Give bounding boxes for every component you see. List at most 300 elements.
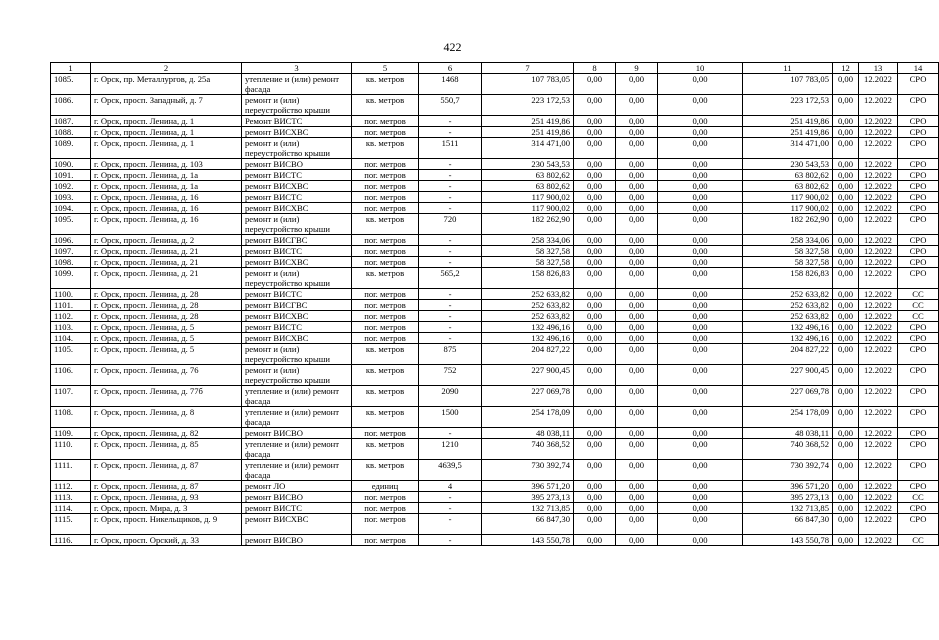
table-cell: 0,00 bbox=[833, 289, 859, 300]
table-cell: 48 038,11 bbox=[482, 428, 574, 439]
table-cell: г. Орск, просп. Ленина, д. 21 bbox=[91, 257, 242, 268]
table-cell: 12.2022 bbox=[859, 428, 898, 439]
table-cell: 12.2022 bbox=[859, 333, 898, 344]
table-cell: 63 802,62 bbox=[482, 170, 574, 181]
table-cell: ремонт ВИСХВС bbox=[242, 333, 352, 344]
table-cell: г. Орск, просп. Ленина, д. 28 bbox=[91, 300, 242, 311]
table-cell: 0,00 bbox=[833, 95, 859, 116]
table-cell: 0,00 bbox=[833, 214, 859, 235]
table-cell: 0,00 bbox=[658, 289, 743, 300]
table-cell: - bbox=[419, 322, 482, 333]
table-cell: 1099. bbox=[51, 268, 91, 289]
table-row bbox=[51, 407, 939, 428]
table-cell: 0,00 bbox=[833, 235, 859, 246]
table-cell: 395 273,13 bbox=[482, 492, 574, 503]
table-cell: 252 633,82 bbox=[743, 289, 833, 300]
table-cell: 0,00 bbox=[833, 535, 859, 546]
table-cell: ремонт ВИСГВС bbox=[242, 300, 352, 311]
table-cell: 0,00 bbox=[658, 481, 743, 492]
table-cell: СРО bbox=[898, 268, 939, 289]
table-cell: 1116. bbox=[51, 535, 91, 546]
table-cell: кв. метров bbox=[352, 344, 419, 365]
table-cell: 0,00 bbox=[833, 481, 859, 492]
table-cell: 1107. bbox=[51, 386, 91, 407]
table-cell: 12.2022 bbox=[859, 246, 898, 257]
table-cell: 1091. bbox=[51, 170, 91, 181]
table-row bbox=[51, 386, 939, 407]
table-cell: 0,00 bbox=[833, 181, 859, 192]
table-cell: 1108. bbox=[51, 407, 91, 428]
table-cell: 0,00 bbox=[574, 503, 616, 514]
table-cell: пог. метров bbox=[352, 322, 419, 333]
table-cell: - bbox=[419, 159, 482, 170]
table-cell: СРО bbox=[898, 257, 939, 268]
table-cell: пог. метров bbox=[352, 170, 419, 181]
table-cell: г. Орск, просп. Ленина, д. 8 bbox=[91, 407, 242, 428]
table-cell: утепление и (или) ремонт фасада bbox=[242, 407, 352, 428]
table-cell: 251 419,86 bbox=[482, 127, 574, 138]
table-row bbox=[51, 192, 939, 203]
table-cell: кв. метров bbox=[352, 138, 419, 159]
table-cell: 0,00 bbox=[616, 257, 658, 268]
table-cell: 0,00 bbox=[833, 386, 859, 407]
table-cell: 4 bbox=[419, 481, 482, 492]
table-cell: г. Орск, просп. Ленина, д. 82 bbox=[91, 428, 242, 439]
table-cell: 0,00 bbox=[616, 311, 658, 322]
table-cell: 0,00 bbox=[616, 203, 658, 214]
table-cell: 730 392,74 bbox=[743, 460, 833, 481]
column-number-5: 5 bbox=[352, 63, 419, 74]
table-cell: - bbox=[419, 289, 482, 300]
table-cell: пог. метров bbox=[352, 181, 419, 192]
table-cell: 63 802,62 bbox=[743, 170, 833, 181]
table-cell: 0,00 bbox=[833, 439, 859, 460]
column-number-10: 10 bbox=[658, 63, 743, 74]
table-cell: 0,00 bbox=[658, 159, 743, 170]
table-cell: - bbox=[419, 333, 482, 344]
table-cell: СРО bbox=[898, 203, 939, 214]
table-cell: 63 802,62 bbox=[743, 181, 833, 192]
table-cell: 0,00 bbox=[574, 170, 616, 181]
table-cell: 0,00 bbox=[833, 257, 859, 268]
table-cell: пог. метров bbox=[352, 514, 419, 535]
table-cell: - bbox=[419, 246, 482, 257]
table-cell: СРО bbox=[898, 95, 939, 116]
table-cell: 0,00 bbox=[833, 192, 859, 203]
table-cell: ремонт ВИСТС bbox=[242, 503, 352, 514]
table-cell: утепление и (или) ремонт фасада bbox=[242, 74, 352, 95]
table-cell: ремонт и (или) переустройство крыши bbox=[242, 365, 352, 386]
table-row bbox=[51, 214, 939, 235]
table-cell: пог. метров bbox=[352, 492, 419, 503]
table-cell: 0,00 bbox=[616, 386, 658, 407]
table-cell: 0,00 bbox=[616, 159, 658, 170]
table-cell: 0,00 bbox=[833, 138, 859, 159]
table-cell: 1210 bbox=[419, 439, 482, 460]
table-cell: ремонт и (или) переустройство крыши bbox=[242, 95, 352, 116]
table-cell: 1110. bbox=[51, 439, 91, 460]
table-cell: 0,00 bbox=[616, 192, 658, 203]
table-cell: 0,00 bbox=[658, 439, 743, 460]
table-cell: СРО bbox=[898, 235, 939, 246]
table-cell: 0,00 bbox=[616, 116, 658, 127]
table-cell: 0,00 bbox=[616, 300, 658, 311]
table-cell: 0,00 bbox=[833, 170, 859, 181]
table-cell: г. Орск, просп. Ленина, д. 5 bbox=[91, 322, 242, 333]
table-cell: 0,00 bbox=[833, 268, 859, 289]
table-cell: 12.2022 bbox=[859, 289, 898, 300]
table-cell: 0,00 bbox=[658, 268, 743, 289]
table-cell: 0,00 bbox=[574, 365, 616, 386]
table-cell: 0,00 bbox=[574, 344, 616, 365]
table-cell: г. Орск, просп. Ленина, д. 103 bbox=[91, 159, 242, 170]
table-cell: 0,00 bbox=[833, 344, 859, 365]
table-row bbox=[51, 322, 939, 333]
table-cell: 314 471,00 bbox=[743, 138, 833, 159]
table-cell: 0,00 bbox=[616, 95, 658, 116]
table-cell: СРО bbox=[898, 333, 939, 344]
table-cell: 740 368,52 bbox=[743, 439, 833, 460]
table-cell: 0,00 bbox=[574, 460, 616, 481]
table-cell: г. Орск, просп. Ленина, д. 2 bbox=[91, 235, 242, 246]
table-cell: 0,00 bbox=[658, 95, 743, 116]
table-cell: 0,00 bbox=[833, 333, 859, 344]
table-cell: ремонт ВИСТС bbox=[242, 322, 352, 333]
table-row bbox=[51, 138, 939, 159]
column-number-2: 2 bbox=[91, 63, 242, 74]
table-cell: 0,00 bbox=[574, 492, 616, 503]
table-cell: 63 802,62 bbox=[482, 181, 574, 192]
table-row bbox=[51, 300, 939, 311]
column-number-7: 7 bbox=[482, 63, 574, 74]
table-cell: г. Орск, просп. Ленина, д. 1 bbox=[91, 138, 242, 159]
table-cell: 158 826,83 bbox=[743, 268, 833, 289]
table-cell: 0,00 bbox=[574, 481, 616, 492]
table-cell: 12.2022 bbox=[859, 386, 898, 407]
table-cell: 0,00 bbox=[616, 333, 658, 344]
table-cell: г. Орск, просп. Ленина, д. 1 bbox=[91, 127, 242, 138]
table-cell: 58 327,58 bbox=[482, 246, 574, 257]
table-cell: г. Орск, просп. Ленина, д. 87 bbox=[91, 460, 242, 481]
table-row bbox=[51, 333, 939, 344]
table-cell: 0,00 bbox=[658, 74, 743, 95]
page-number: 422 bbox=[443, 40, 462, 54]
table-cell: 1097. bbox=[51, 246, 91, 257]
table-cell: 0,00 bbox=[658, 344, 743, 365]
table-cell: СРО bbox=[898, 365, 939, 386]
table-row bbox=[51, 365, 939, 386]
table-cell: 1115. bbox=[51, 514, 91, 535]
table-cell: г. Орск, просп. Ленина, д. 28 bbox=[91, 289, 242, 300]
table-cell: СРО bbox=[898, 322, 939, 333]
table-cell: 0,00 bbox=[833, 74, 859, 95]
table-row bbox=[51, 460, 939, 481]
table-cell: 12.2022 bbox=[859, 181, 898, 192]
table-cell: г. Орск, просп. Ленина, д. 93 bbox=[91, 492, 242, 503]
table-cell: ремонт ЛО bbox=[242, 481, 352, 492]
table-cell: СРО bbox=[898, 407, 939, 428]
table-cell: - bbox=[419, 492, 482, 503]
table-cell: 0,00 bbox=[574, 74, 616, 95]
table-cell: ремонт ВИСВО bbox=[242, 535, 352, 546]
table-row bbox=[51, 344, 939, 365]
table-cell: 1468 bbox=[419, 74, 482, 95]
table-cell: 740 368,52 bbox=[482, 439, 574, 460]
column-number-12: 12 bbox=[833, 63, 859, 74]
table-cell: 117 900,02 bbox=[743, 203, 833, 214]
table-row bbox=[51, 268, 939, 289]
table-cell: 0,00 bbox=[658, 407, 743, 428]
table-cell: СРО bbox=[898, 460, 939, 481]
table-cell: 1096. bbox=[51, 235, 91, 246]
table-cell: г. Орск, пр. Металлургов, д. 25а bbox=[91, 74, 242, 95]
table-cell: 12.2022 bbox=[859, 460, 898, 481]
table-cell: СРО bbox=[898, 170, 939, 181]
table-cell: - bbox=[419, 203, 482, 214]
table-cell: 0,00 bbox=[574, 257, 616, 268]
table-cell: 0,00 bbox=[574, 386, 616, 407]
table-row bbox=[51, 289, 939, 300]
table-row bbox=[51, 514, 939, 535]
table-cell: 0,00 bbox=[574, 428, 616, 439]
table-cell: 0,00 bbox=[833, 514, 859, 535]
table-row bbox=[51, 95, 939, 116]
table-cell: г. Орск, просп. Ленина, д. 1а bbox=[91, 170, 242, 181]
table-cell: кв. метров bbox=[352, 74, 419, 95]
table-cell: 0,00 bbox=[616, 535, 658, 546]
table-cell: 0,00 bbox=[574, 138, 616, 159]
table-cell: 227 069,78 bbox=[743, 386, 833, 407]
table-cell: 0,00 bbox=[658, 460, 743, 481]
table-cell: - bbox=[419, 503, 482, 514]
table-cell: г. Орск, просп. Ленина, д. 1 bbox=[91, 116, 242, 127]
column-number-13: 13 bbox=[859, 63, 898, 74]
table-cell: 12.2022 bbox=[859, 235, 898, 246]
table-cell: 0,00 bbox=[616, 138, 658, 159]
table-cell: кв. метров bbox=[352, 95, 419, 116]
table-cell: 12.2022 bbox=[859, 268, 898, 289]
table-cell: 0,00 bbox=[658, 170, 743, 181]
table-cell: 0,00 bbox=[616, 514, 658, 535]
table-cell: 12.2022 bbox=[859, 95, 898, 116]
table-cell: 223 172,53 bbox=[482, 95, 574, 116]
table-cell: 0,00 bbox=[616, 407, 658, 428]
table-cell: 1113. bbox=[51, 492, 91, 503]
table-cell: 1092. bbox=[51, 181, 91, 192]
table-cell: пог. метров bbox=[352, 235, 419, 246]
table-cell: СРО bbox=[898, 159, 939, 170]
table-cell: 12.2022 bbox=[859, 503, 898, 514]
table-cell: 223 172,53 bbox=[743, 95, 833, 116]
table-cell: 0,00 bbox=[616, 344, 658, 365]
table-row bbox=[51, 481, 939, 492]
table-cell: 12.2022 bbox=[859, 481, 898, 492]
table-cell: - bbox=[419, 535, 482, 546]
column-number-14: 14 bbox=[898, 63, 939, 74]
table-cell: 0,00 bbox=[833, 428, 859, 439]
table-cell: 0,00 bbox=[616, 439, 658, 460]
column-number-3: 3 bbox=[242, 63, 352, 74]
table-cell: 0,00 bbox=[658, 365, 743, 386]
table-cell: пог. метров bbox=[352, 203, 419, 214]
table-cell: 0,00 bbox=[833, 460, 859, 481]
table-cell: ремонт ВИСТС bbox=[242, 289, 352, 300]
table-cell: 0,00 bbox=[658, 322, 743, 333]
table-cell: 0,00 bbox=[574, 235, 616, 246]
table-cell: 1106. bbox=[51, 365, 91, 386]
table-cell: 1102. bbox=[51, 311, 91, 322]
table-cell: 0,00 bbox=[616, 460, 658, 481]
table-cell: 252 633,82 bbox=[743, 300, 833, 311]
table-cell: 314 471,00 bbox=[482, 138, 574, 159]
table-cell: 143 550,78 bbox=[743, 535, 833, 546]
table-cell: ремонт и (или) переустройство крыши bbox=[242, 214, 352, 235]
table-cell: 0,00 bbox=[574, 289, 616, 300]
table-cell: 0,00 bbox=[574, 407, 616, 428]
table-cell: - bbox=[419, 181, 482, 192]
table-cell: 227 069,78 bbox=[482, 386, 574, 407]
table-cell: 230 543,53 bbox=[743, 159, 833, 170]
table-cell: 48 038,11 bbox=[743, 428, 833, 439]
table-row bbox=[51, 127, 939, 138]
table-cell: 0,00 bbox=[658, 116, 743, 127]
table-cell: кв. метров bbox=[352, 268, 419, 289]
table-cell: 12.2022 bbox=[859, 300, 898, 311]
table-cell: 0,00 bbox=[616, 492, 658, 503]
column-number-row bbox=[51, 63, 939, 74]
table-row bbox=[51, 181, 939, 192]
table-cell: пог. метров bbox=[352, 127, 419, 138]
table-cell: 12.2022 bbox=[859, 127, 898, 138]
table-row bbox=[51, 235, 939, 246]
table-cell: ремонт ВИСХВС bbox=[242, 181, 352, 192]
table-cell: 252 633,82 bbox=[482, 300, 574, 311]
table-cell: 0,00 bbox=[574, 214, 616, 235]
table-cell: пог. метров bbox=[352, 116, 419, 127]
table-row bbox=[51, 170, 939, 181]
table-cell: 12.2022 bbox=[859, 138, 898, 159]
table-cell: - bbox=[419, 428, 482, 439]
table-cell: СРО bbox=[898, 503, 939, 514]
table-cell: 182 262,90 bbox=[482, 214, 574, 235]
table-cell: 0,00 bbox=[574, 300, 616, 311]
table-cell: 12.2022 bbox=[859, 439, 898, 460]
table-cell: 132 496,16 bbox=[482, 333, 574, 344]
table-cell: ремонт ВИСТС bbox=[242, 192, 352, 203]
table-cell: СС bbox=[898, 300, 939, 311]
table-row bbox=[51, 159, 939, 170]
table-cell: 117 900,02 bbox=[743, 192, 833, 203]
table-cell: 117 900,02 bbox=[482, 192, 574, 203]
table-cell: 396 571,20 bbox=[482, 481, 574, 492]
table-row bbox=[51, 535, 939, 546]
table-cell: пог. метров bbox=[352, 428, 419, 439]
table-cell: 0,00 bbox=[833, 246, 859, 257]
table-cell: 0,00 bbox=[574, 192, 616, 203]
table-cell: СС bbox=[898, 289, 939, 300]
table-cell: - bbox=[419, 127, 482, 138]
column-number-1: 1 bbox=[51, 63, 91, 74]
table-cell: СРО bbox=[898, 439, 939, 460]
table-cell: - bbox=[419, 514, 482, 535]
table-cell: 0,00 bbox=[833, 311, 859, 322]
table-cell: 12.2022 bbox=[859, 344, 898, 365]
table-cell: 252 633,82 bbox=[743, 311, 833, 322]
table-cell: 0,00 bbox=[616, 268, 658, 289]
table-cell: ремонт ВИСХВС bbox=[242, 311, 352, 322]
table-cell: 107 783,05 bbox=[743, 74, 833, 95]
table-cell: СРО bbox=[898, 246, 939, 257]
table-cell: 0,00 bbox=[833, 322, 859, 333]
table-cell: 0,00 bbox=[574, 116, 616, 127]
table-cell: 1100. bbox=[51, 289, 91, 300]
table-body bbox=[51, 74, 939, 546]
table-row bbox=[51, 116, 939, 127]
table-cell: утепление и (или) ремонт фасада bbox=[242, 439, 352, 460]
table-cell: пог. метров bbox=[352, 246, 419, 257]
table-cell: г. Орск, просп. Мира, д. 3 bbox=[91, 503, 242, 514]
table-cell: 0,00 bbox=[616, 181, 658, 192]
table-cell: 0,00 bbox=[616, 127, 658, 138]
table-cell: единиц bbox=[352, 481, 419, 492]
table-cell: 251 419,86 bbox=[743, 116, 833, 127]
table-cell: 1085. bbox=[51, 74, 91, 95]
table-cell: кв. метров bbox=[352, 365, 419, 386]
table-cell: 251 419,86 bbox=[743, 127, 833, 138]
table-cell: 252 633,82 bbox=[482, 311, 574, 322]
table-cell: пог. метров bbox=[352, 192, 419, 203]
table-cell: кв. метров bbox=[352, 460, 419, 481]
table-cell: СРО bbox=[898, 386, 939, 407]
table-cell: 0,00 bbox=[658, 333, 743, 344]
table-cell: 251 419,86 bbox=[482, 116, 574, 127]
table-cell: 0,00 bbox=[658, 181, 743, 192]
table-cell: 1086. bbox=[51, 95, 91, 116]
table-cell: 58 327,58 bbox=[743, 257, 833, 268]
table-cell: 252 633,82 bbox=[482, 289, 574, 300]
table-cell: СРО bbox=[898, 214, 939, 235]
table-cell: 0,00 bbox=[658, 192, 743, 203]
table-cell: г. Орск, просп. Ленина, д. 16 bbox=[91, 214, 242, 235]
table-cell: 0,00 bbox=[616, 481, 658, 492]
table-cell: 0,00 bbox=[833, 127, 859, 138]
table-cell: 58 327,58 bbox=[743, 246, 833, 257]
table-cell: 0,00 bbox=[574, 333, 616, 344]
table-row bbox=[51, 311, 939, 322]
table-cell: 875 bbox=[419, 344, 482, 365]
table-cell: 0,00 bbox=[658, 300, 743, 311]
table-row bbox=[51, 257, 939, 268]
table-cell: 1094. bbox=[51, 203, 91, 214]
table-cell: г. Орск, просп. Ленина, д. 77б bbox=[91, 386, 242, 407]
table-cell: 0,00 bbox=[658, 214, 743, 235]
table-cell: 1111. bbox=[51, 460, 91, 481]
table-cell: пог. метров bbox=[352, 289, 419, 300]
table-cell: г. Орск, просп. Ленина, д. 76 bbox=[91, 365, 242, 386]
table-cell: 0,00 bbox=[574, 159, 616, 170]
table-cell: 12.2022 bbox=[859, 214, 898, 235]
table-cell: 132 496,16 bbox=[482, 322, 574, 333]
table-cell: 12.2022 bbox=[859, 170, 898, 181]
table-cell: 0,00 bbox=[833, 159, 859, 170]
table-cell: 565,2 bbox=[419, 268, 482, 289]
table-cell: 117 900,02 bbox=[482, 203, 574, 214]
table-cell: - bbox=[419, 311, 482, 322]
table-cell: 132 496,16 bbox=[743, 322, 833, 333]
table-cell: 1087. bbox=[51, 116, 91, 127]
table-cell: 396 571,20 bbox=[743, 481, 833, 492]
table-row bbox=[51, 503, 939, 514]
